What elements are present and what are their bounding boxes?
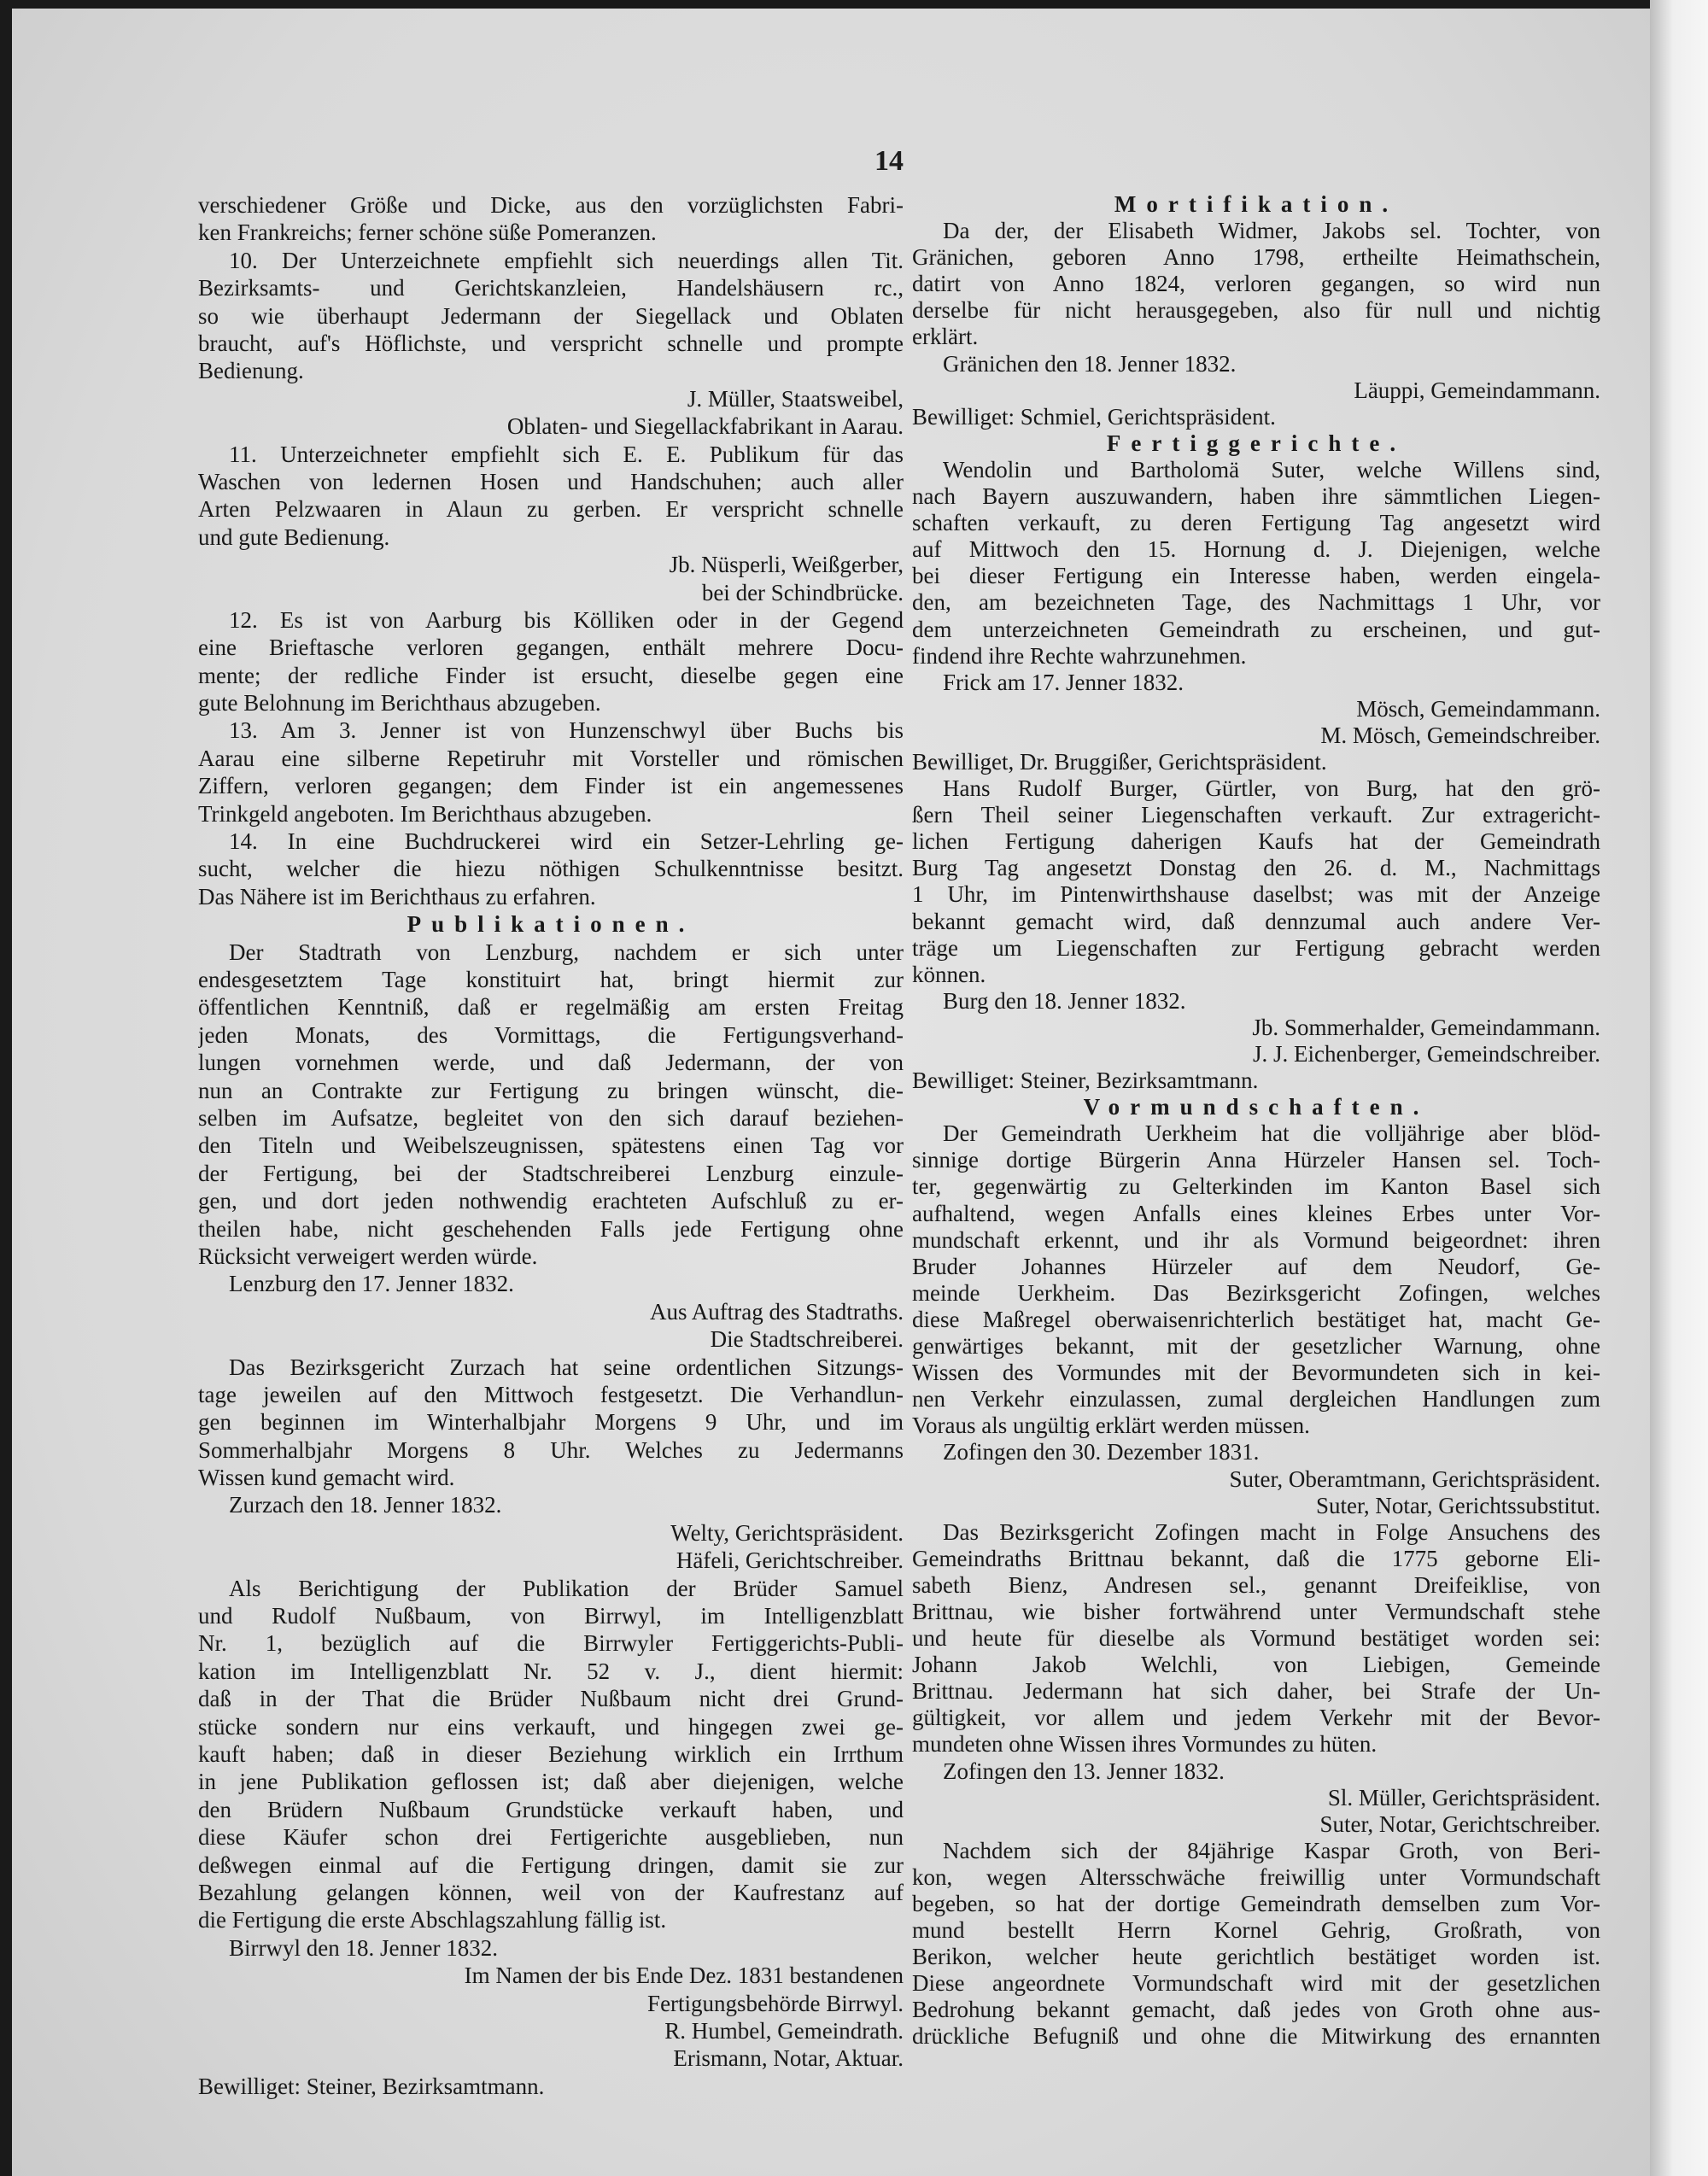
- text-line: den, am bezeichneten Tage, des Nachmittags 1 Uhr, vor: [912, 589, 1600, 616]
- note-block: [912, 1068, 1600, 1094]
- text-line: können.: [912, 961, 986, 987]
- text-line: 10. Der Unterzeichnete empfiehlt sich neuerdings allen Tit.: [229, 247, 904, 273]
- text-line: Da der, der Elisabeth Widmer, Jakobs sel. Tochter, von: [943, 218, 1600, 244]
- text-line: bekannt gemacht wird, daß dennzumal auch andere Ver-: [912, 908, 1600, 934]
- text-line: drückliche Befugniß und ohne die Mitwirkung des ernannten: [912, 2023, 1600, 2050]
- text-line: nun an Contrakte zur Fertigung zu bringen wünscht, die-: [198, 1077, 904, 1103]
- text-line: Bruder Johannes Hürzeler auf dem Neudorf, Ge-: [912, 1253, 1600, 1279]
- text-line: der Fertigung, bei der Stadtschreiberei Lenzburg einzule-: [198, 1160, 904, 1186]
- text-line: Läuppi, Gemeindammann.: [1354, 377, 1600, 403]
- text-line: Bezirksamts- und Gerichtskanzleien, Handelshäusern rc.,: [198, 275, 904, 301]
- dateline-block: [912, 1758, 1600, 1785]
- text-line: Jb. Nüsperli, Weißgerber,: [669, 552, 904, 578]
- text-line: gute Belohnung im Berichthaus abzugeben.: [198, 690, 601, 717]
- text-line: aufhaltend, wegen Anfalls eines kleines Erbes unter Vor-: [912, 1200, 1600, 1226]
- text-line: Zofingen den 13. Jenner 1832.: [943, 1758, 1225, 1784]
- text-line: Nachdem sich der 84jährige Kaspar Groth, von Beri-: [943, 1837, 1600, 1863]
- note-block: [912, 404, 1600, 430]
- text-line: findend ihre Rechte wahrzunehmen.: [912, 642, 1247, 669]
- text-line: tage jeweilen auf den Mittwoch festgesetzt. Die Verhandlun-: [198, 1381, 904, 1407]
- text-line: den Brüdern Nußbaum Grundstücke verkauft haben, und: [198, 1796, 904, 1822]
- text-line: Berikon, welcher heute gerichtlich bestätiget worden ist.: [912, 1944, 1600, 1970]
- heading-block: [198, 910, 904, 938]
- text-line: 11. Unterzeichneter empfiehlt sich E. E. Publikum für das: [229, 441, 904, 467]
- text-line: datirt von Anno 1824, verloren gegangen, so wird nun: [912, 271, 1600, 297]
- paragraph-block: [198, 191, 904, 247]
- text-line: meinde Uerkheim. Das Bezirksgericht Zofingen, welches: [912, 1279, 1600, 1306]
- note-block: [198, 2073, 904, 2100]
- text-line: Erismann, Notar, Aktuar.: [673, 2045, 904, 2072]
- text-line: Als Berichtigung der Publikation der Brüder Samuel: [229, 1575, 904, 1601]
- text-line: Bewilliget: Steiner, Bezirksamtmann.: [198, 2073, 545, 2099]
- text-line: ßern Theil seiner Liegenschaften verkauft. Zur extragericht-: [912, 802, 1600, 828]
- text-line: Im Namen der bis Ende Dez. 1831 bestandenen: [464, 1962, 904, 1989]
- text-line: Sl. Müller, Gerichtspräsident.: [1327, 1784, 1600, 1810]
- text-line: Das Bezirksgericht Zofingen macht in Folge Ansuchens des: [943, 1518, 1600, 1545]
- text-line: kation im Intelligenzblatt Nr. 52 v. J., dient hiermit:: [198, 1658, 904, 1684]
- text-line: stücke sondern nur eins verkauft, und hingegen zwei ge-: [198, 1713, 904, 1740]
- text-line: R. Humbel, Gemeindrath.: [664, 2018, 904, 2044]
- paragraph-block: [912, 1838, 1600, 2050]
- text-line: Bezahlung gelangen können, weil von der Kaufrestanz auf: [198, 1880, 904, 1905]
- text-line: Nr. 1, bezüglich auf die Birrwyler Fertiggerichts-Publi-: [198, 1630, 904, 1657]
- heading-block: [912, 191, 1600, 218]
- text-line: Publikationen.: [407, 911, 695, 938]
- text-line: Gränichen den 18. Jenner 1832.: [943, 350, 1237, 377]
- text-line: Birrwyl den 18. Jenner 1832.: [229, 1934, 498, 1961]
- signature-block: [912, 696, 1600, 749]
- text-line: Burg Tag angesetzt Donstag den 26. d. M., Nachmittags: [912, 855, 1600, 881]
- dateline-block: [198, 1934, 904, 1962]
- text-line: J. J. Eichenberger, Gemeindschreiber.: [1252, 1041, 1600, 1067]
- paragraph-block: [198, 1575, 904, 1934]
- text-line: endesgesetztem Tage konstituirt hat, bringt hiermit zur: [198, 967, 904, 993]
- text-line: bei der Schindbrücke.: [701, 579, 904, 605]
- signature-block: [198, 385, 904, 441]
- note-block: [912, 749, 1600, 775]
- text-line: Suter, Notar, Gerichtssubstitut.: [1315, 1492, 1600, 1518]
- text-line: daß in der That die Brüder Nußbaum nicht drei Grund-: [198, 1686, 904, 1712]
- text-line: öffentlichen Kenntniß, daß er regelmäßig am ersten Freitag: [198, 994, 904, 1021]
- text-line: lichen Fertigung daherigen Kaufs hat der Gemeindrath: [912, 828, 1600, 855]
- text-line: und gute Bedienung.: [198, 524, 390, 550]
- text-line: sabeth Bienz, Andresen sel., genannt Dreifeiklise, von: [912, 1571, 1600, 1598]
- text-line: Das Nähere ist im Berichthaus zu erfahren.: [198, 883, 596, 910]
- paragraph-block: [198, 717, 904, 828]
- text-line: Mösch, Gemeindammann.: [1356, 695, 1600, 722]
- text-line: nen Verkehr einzulassen, zumal dergleichen Handlungen zum: [912, 1386, 1600, 1413]
- paragraph-block: [912, 1120, 1600, 1439]
- text-line: Brittnau, wie bisher fortwährend unter Vermundschaft stehe: [912, 1598, 1600, 1624]
- text-line: Diese angeordnete Vormundschaft wird mit der gesetzlichen: [912, 1970, 1600, 1997]
- text-line: mente; der redliche Finder ist ersucht, dieselbe gegen eine: [198, 662, 904, 688]
- text-line: Suter, Oberamtmann, Gerichtspräsident.: [1229, 1465, 1600, 1492]
- text-line: eine Brieftasche verloren gegangen, enthält mehrere Docu-: [198, 635, 904, 661]
- dateline-block: [198, 1270, 904, 1297]
- text-line: jeden Monats, des Vormittags, die Fertigungsverhand-: [198, 1021, 904, 1048]
- text-line: Aus Auftrag des Stadtraths.: [650, 1298, 904, 1325]
- text-line: gen, und dort jeden nothwendig erachteten Aufschluß zu er-: [198, 1188, 904, 1214]
- text-line: Zurzach den 18. Jenner 1832.: [229, 1492, 502, 1518]
- signature-block: [198, 1962, 904, 2073]
- text-line: Bewilliget: Schmiel, Gerichtspräsident.: [912, 403, 1276, 430]
- text-line: schaften verkauft, zu deren Fertigung Tag angesetzt wird: [912, 510, 1600, 536]
- text-line: Zofingen den 30. Dezember 1831.: [943, 1439, 1260, 1465]
- text-line: Das Bezirksgericht Zurzach hat seine ordentlichen Sitzungs-: [229, 1354, 904, 1380]
- signature-block: [912, 1785, 1600, 1838]
- text-line: Jb. Sommerhalder, Gemeindammann.: [1252, 1014, 1600, 1040]
- text-line: Brittnau. Jedermann hat sich daher, bei Strafe der Un-: [912, 1678, 1600, 1705]
- text-line: deßwegen einmal auf die Fertigung dringen, damit sie zur: [198, 1851, 904, 1878]
- heading-block: [912, 430, 1600, 457]
- signature-block: [198, 551, 904, 606]
- dateline-block: [912, 351, 1600, 377]
- text-line: Wissen des Vormundes mit der Bevormundeten sich in kei-: [912, 1360, 1600, 1386]
- heading-block: [912, 1094, 1600, 1120]
- paragraph-block: [198, 939, 904, 1271]
- text-line: mundeten ohne Wissen ihres Vormundes zu hüten.: [912, 1731, 1378, 1758]
- newspaper-page: [12, 9, 1650, 2176]
- text-line: den Titeln und Weibelszeugnissen, spätestens einen Tag vor: [198, 1132, 904, 1159]
- text-line: ken Frankreichs; ferner schöne süße Pomeranzen.: [198, 219, 657, 246]
- text-line: Vormundschaften.: [1083, 1094, 1430, 1120]
- signature-block: [912, 1466, 1600, 1519]
- text-line: Bedienung.: [198, 358, 304, 384]
- dateline-block: [912, 1439, 1600, 1465]
- text-line: und heute für dieselbe als Vormund bestätiget worden sei:: [912, 1625, 1600, 1652]
- text-line: ter, gegenwärtig zu Gelterkinden im Kanton Basel sich: [912, 1173, 1600, 1200]
- text-line: Der Stadtrath von Lenzburg, nachdem er sich unter: [229, 939, 904, 965]
- text-line: Welty, Gerichtspräsident.: [670, 1519, 904, 1546]
- paragraph-block: [198, 247, 904, 385]
- text-line: dem unterzeichneten Gemeindrath zu erscheinen, und gut-: [912, 616, 1600, 642]
- text-line: und Rudolf Nußbaum, von Birrwyl, im Intelligenzblatt: [198, 1603, 904, 1629]
- text-line: Lenzburg den 17. Jenner 1832.: [229, 1271, 514, 1297]
- text-line: in jene Publikation geflossen ist; daß aber diejenigen, welche: [198, 1769, 904, 1795]
- text-line: selben im Aufsatze, begleitet von den sich darauf beziehen-: [198, 1104, 904, 1131]
- text-line: sinnige dortige Bürgerin Anna Hürzeler Hansen sel. Toch-: [912, 1147, 1600, 1173]
- text-line: genwärtiges bekannt, mit der gesetzlicher Warnung, ohne: [912, 1333, 1600, 1360]
- text-line: Wendolin und Bartholomä Suter, welche Willens sind,: [943, 456, 1600, 483]
- text-line: lungen vornehmen werde, und daß Jedermann, der von: [198, 1050, 904, 1076]
- text-line: Frick am 17. Jenner 1832.: [943, 669, 1184, 695]
- text-line: Oblaten- und Siegellackfabrikant in Aarau.: [506, 413, 904, 440]
- text-line: Häfeli, Gerichtschreiber.: [676, 1547, 904, 1574]
- text-line: gültigkeit, vor allem und jedem Verkehr mit der Bevor-: [912, 1705, 1600, 1731]
- text-line: auf Mittwoch den 15. Hornung d. J. Diejenigen, welche: [912, 536, 1600, 563]
- page-number: 14: [874, 145, 904, 177]
- paragraph-block: [198, 606, 904, 717]
- text-line: Mortifikation.: [1114, 191, 1399, 217]
- text-line: Hans Rudolf Burger, Gürtler, von Burg, hat den grö-: [943, 775, 1600, 802]
- text-line: Gränichen, geboren Anno 1798, ertheilte Heimathschein,: [912, 244, 1600, 271]
- text-line: Rücksicht verweigert werden würde.: [198, 1243, 538, 1269]
- paragraph-block: [198, 441, 904, 552]
- paragraph-block: [912, 218, 1600, 350]
- text-line: Suter, Notar, Gerichtschreiber.: [1319, 1810, 1600, 1837]
- paragraph-block: [912, 457, 1600, 670]
- text-line: sucht, welcher die hiezu nöthigen Schulkenntnisse besitzt.: [198, 856, 904, 882]
- text-line: so wie überhaupt Jedermann der Siegellack und Oblaten: [198, 302, 904, 329]
- text-line: Gemeindraths Brittnau bekannt, daß die 1775 geborne Eli-: [912, 1545, 1600, 1571]
- text-line: Aarau eine silberne Repetiruhr mit Vorsteller und römischen: [198, 745, 904, 771]
- signature-block: [912, 377, 1600, 404]
- text-line: Die Stadtschreiberei.: [710, 1326, 904, 1353]
- text-line: Voraus als ungültig erklärt werden müssen.: [912, 1413, 1310, 1439]
- text-line: Bewilliget, Dr. Bruggißer, Gerichtspräsident.: [912, 748, 1327, 775]
- paragraph-block: [912, 775, 1600, 988]
- text-line: Johann Jakob Welchli, von Liebigen, Gemeinde: [912, 1652, 1600, 1678]
- left-column: [198, 191, 904, 2100]
- text-line: Sommerhalbjahr Morgens 8 Uhr. Welches zu Jedermanns: [198, 1436, 904, 1463]
- text-line: gen beginnen im Winterhalbjahr Morgens 9 Uhr, und im: [198, 1409, 904, 1436]
- text-line: braucht, auf's Höflichste, und verspricht schnelle und prompte: [198, 330, 904, 356]
- text-line: diese Käufer schon drei Fertigerichte ausgeblieben, nun: [198, 1824, 904, 1851]
- text-line: bei dieser Fertigung ein Interesse haben, werden eingela-: [912, 563, 1600, 589]
- text-line: mundschaft erkennt, und ihr als Vormund beigeordnet: ihren: [912, 1226, 1600, 1253]
- paragraph-block: [198, 828, 904, 910]
- text-line: kauft haben; daß in dieser Beziehung wirklich ein Irrthum: [198, 1741, 904, 1768]
- text-line: Wissen kund gemacht wird.: [198, 1465, 455, 1491]
- page-edge: [1650, 0, 1708, 2176]
- text-line: Fertiggerichte.: [1106, 430, 1407, 456]
- dateline-block: [912, 988, 1600, 1015]
- text-line: nach Bayern auszuwandern, haben ihre sämmtlichen Liegen-: [912, 483, 1600, 510]
- text-line: Bewilliget: Steiner, Bezirksamtmann.: [912, 1068, 1259, 1094]
- text-line: Bedrohung bekannt gemacht, daß jedes von Groth ohne aus-: [912, 1997, 1600, 2023]
- right-column: [912, 191, 1600, 2050]
- text-line: träge um Liegenschaften zur Fertigung gebracht werden: [912, 934, 1600, 961]
- text-line: diese Maßregel oberwaisenrichterlich bestätiget hat, macht Ge-: [912, 1306, 1600, 1332]
- text-line: verschiedener Größe und Dicke, aus den vorzüglichsten Fabri-: [198, 192, 904, 218]
- text-line: J. Müller, Staatsweibel,: [687, 385, 904, 412]
- dateline-block: [198, 1491, 904, 1518]
- text-line: 1 Uhr, im Pintenwirthshause daselbst; was mit der Anzeige: [912, 881, 1600, 908]
- text-line: derselbe für nicht herausgegeben, also für null und nichtig: [912, 297, 1600, 324]
- paragraph-block: [198, 1354, 904, 1492]
- text-line: Fertigungsbehörde Birrwyl.: [647, 1990, 904, 2016]
- signature-block: [912, 1015, 1600, 1068]
- text-line: Burg den 18. Jenner 1832.: [943, 987, 1186, 1014]
- text-line: Der Gemeindrath Uerkheim hat die volljährige aber blöd-: [943, 1120, 1600, 1147]
- text-line: Arten Pelzwaaren in Alaun zu gerben. Er verspricht schnelle: [198, 496, 904, 523]
- text-line: 12. Es ist von Aarburg bis Kölliken oder in der Gegend: [229, 606, 904, 633]
- text-line: begeben, so hat der dortige Gemeindrath demselben zum Vor-: [912, 1891, 1600, 1916]
- text-line: Trinkgeld angeboten. Im Berichthaus abzugeben.: [198, 800, 652, 827]
- text-line: M. Mösch, Gemeindschreiber.: [1320, 722, 1600, 748]
- text-line: theilen habe, nicht geschehenden Falls jede Fertigung ohne: [198, 1215, 904, 1242]
- text-line: mund bestellt Herrn Kornel Gehrig, Großrath, von: [912, 1917, 1600, 1944]
- text-line: 14. In eine Buchdruckerei wird ein Setzer-Lehrling ge-: [229, 828, 904, 855]
- signature-block: [198, 1298, 904, 1354]
- paragraph-block: [912, 1519, 1600, 1758]
- dateline-block: [912, 670, 1600, 696]
- signature-block: [198, 1519, 904, 1575]
- text-line: 13. Am 3. Jenner ist von Hunzenschwyl über Buchs bis: [229, 717, 904, 744]
- text-line: kon, wegen Altersschwäche freiwillig unter Vormundschaft: [912, 1863, 1600, 1890]
- text-line: Ziffern, verloren gegangen; dem Finder ist ein angemessenes: [198, 773, 904, 799]
- text-line: erklärt.: [912, 324, 979, 350]
- text-line: Waschen von ledernen Hosen und Handschuhen; auch aller: [198, 468, 904, 494]
- text-line: die Fertigung die erste Abschlagszahlung fällig ist.: [198, 1907, 667, 1933]
